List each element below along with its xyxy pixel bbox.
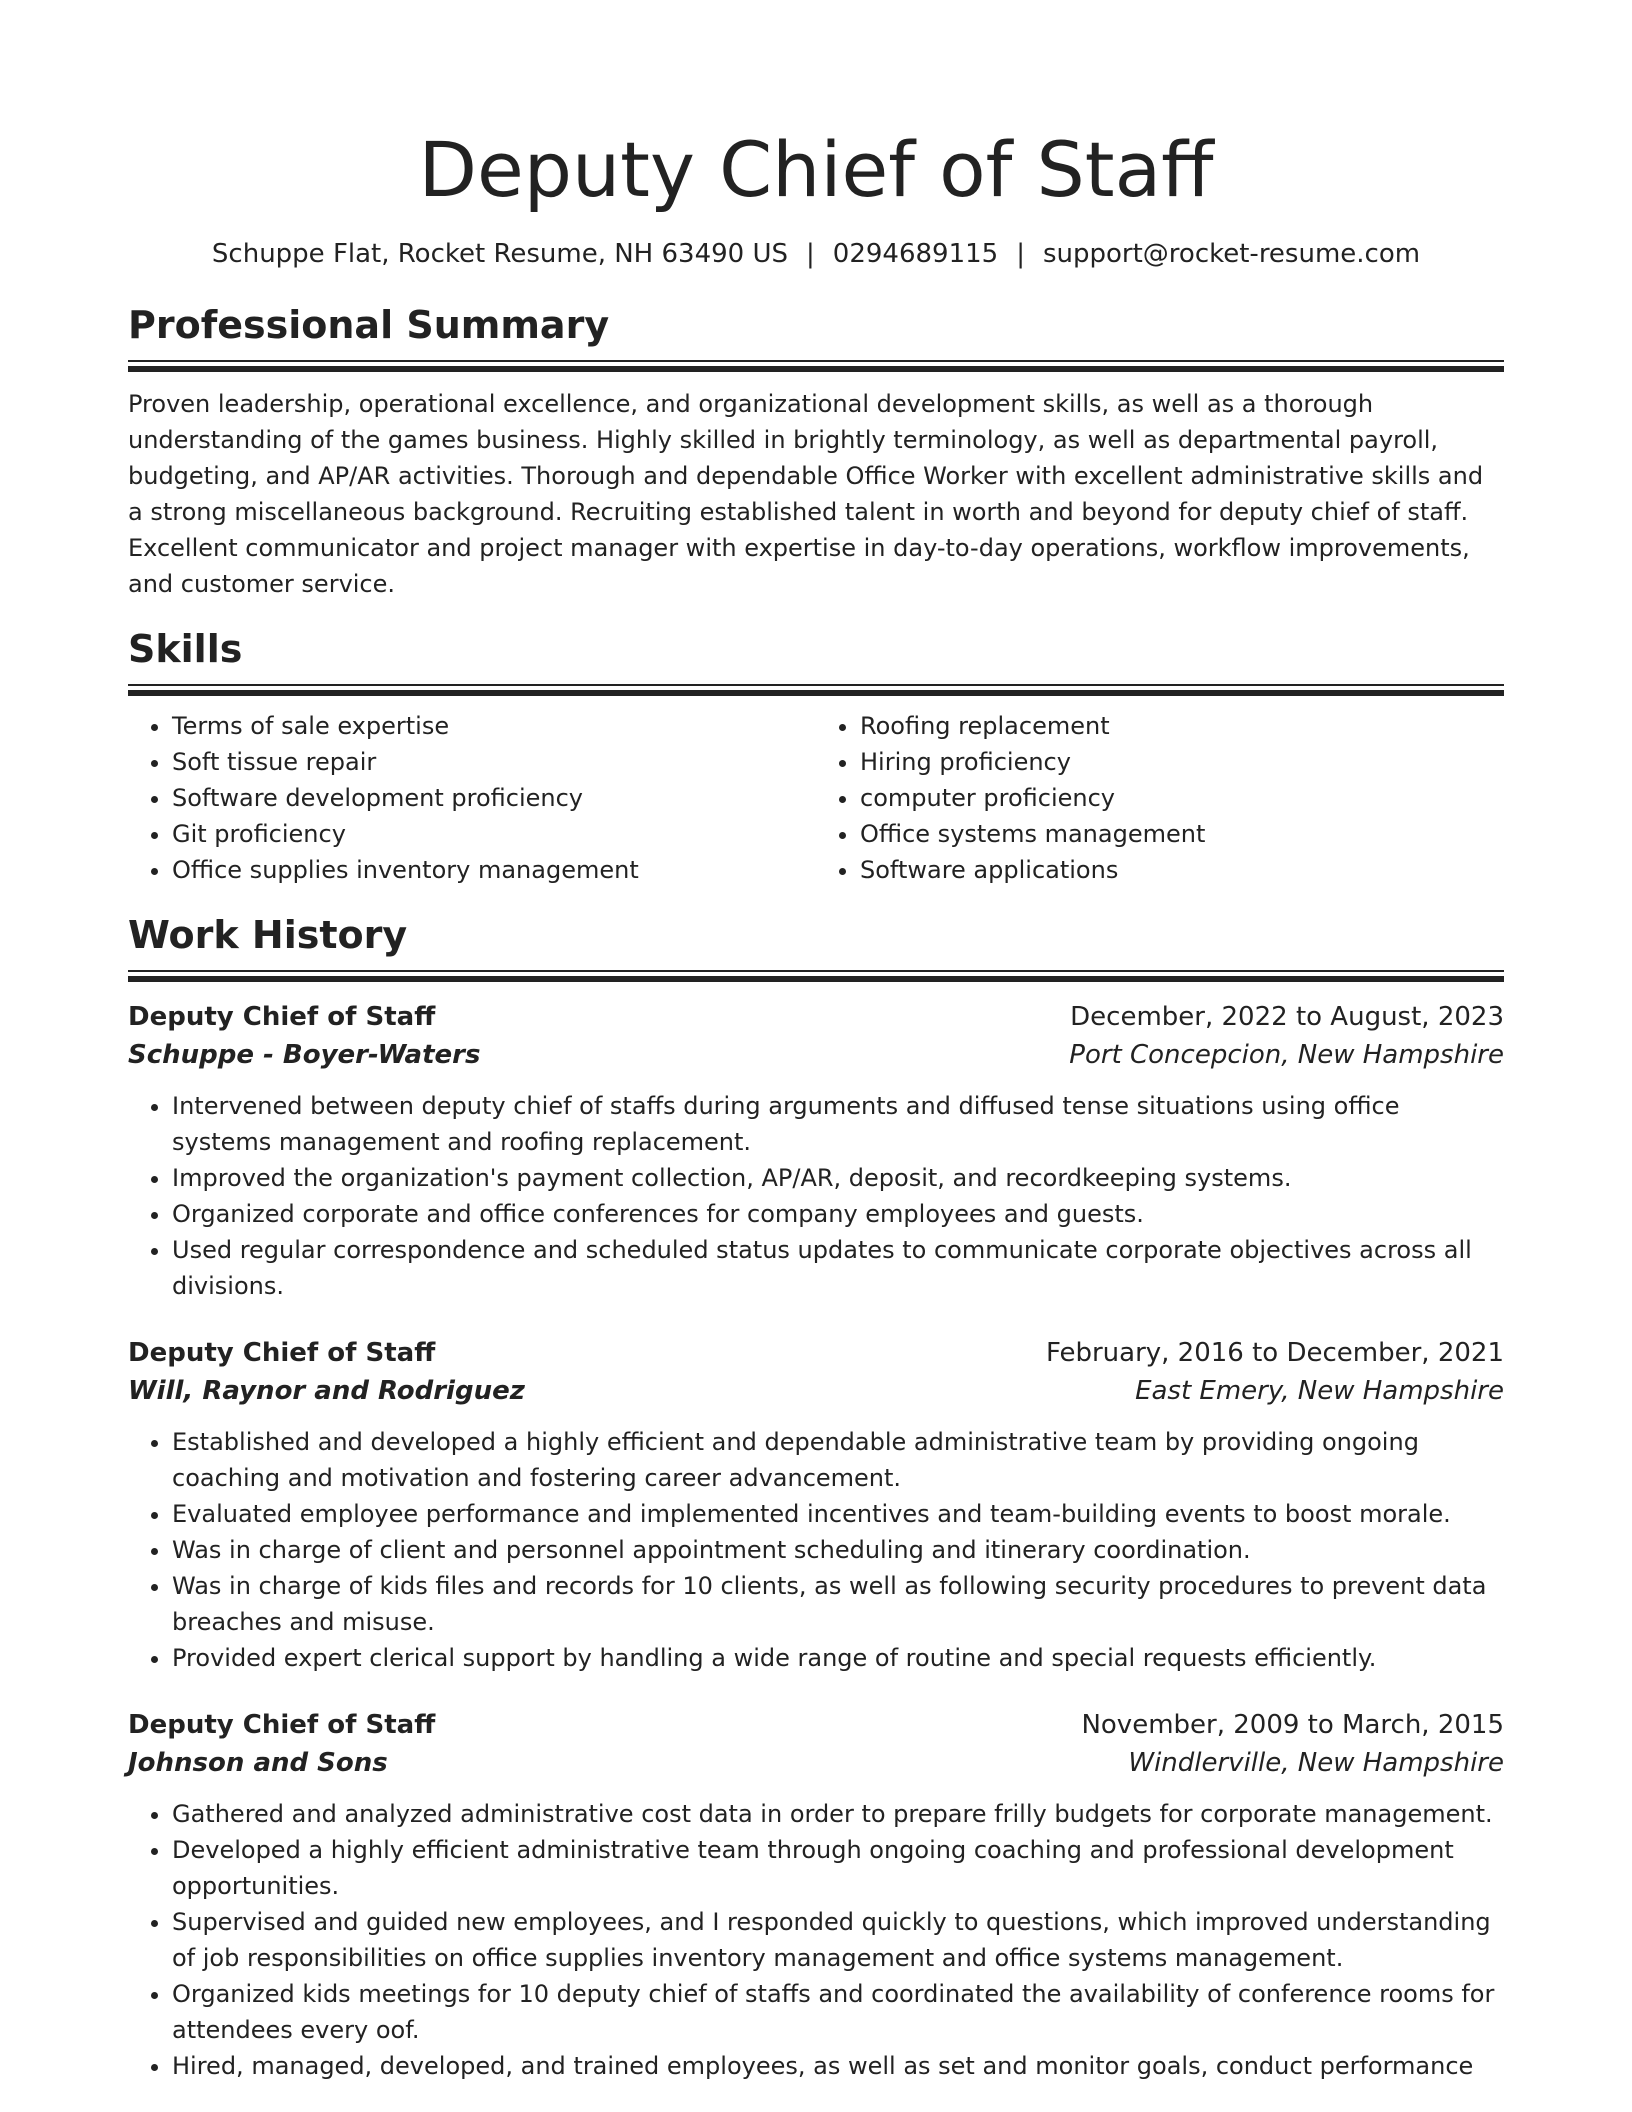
job-bullet: • Organized corporate and office conferences for company employees and guests. xyxy=(172,1196,1504,1232)
job-bullets xyxy=(128,1088,1504,1304)
job-subheader xyxy=(128,1744,1504,1782)
contact-separator: | xyxy=(1016,239,1025,269)
job-bullet: • Hired, managed, developed, and trained employees, as well as set and monitor goals, conduct performance xyxy=(172,2048,1504,2084)
contact-line xyxy=(128,236,1504,272)
job-header xyxy=(128,998,1504,1036)
job-bullet: • Established and developed a highly efficient and dependable administrative team by providing ongoing coaching and motivation and fostering career advancement. xyxy=(172,1424,1504,1496)
job-bullets xyxy=(128,1424,1504,1676)
job-bullet: • Developed a highly efficient administrative team through ongoing coaching and professional development opportunities. xyxy=(172,1832,1504,1904)
job-bullet: • Organized kids meetings for 10 deputy chief of staffs and coordinated the availability of conference rooms for attendees every oof. xyxy=(172,1976,1504,2048)
job-header xyxy=(128,1706,1504,1744)
skill-item: • Office supplies inventory management xyxy=(172,852,816,888)
job-entry xyxy=(128,1706,1504,2084)
job-company: Johnson and Sons xyxy=(128,1748,388,1778)
job-entry xyxy=(128,998,1504,1304)
skill-item: • Hiring proficiency xyxy=(860,744,1504,780)
skills-columns xyxy=(128,708,1504,888)
section-heading-work: Work History xyxy=(128,913,408,957)
skill-item: • computer proficiency xyxy=(860,780,1504,816)
section-heading-summary: Professional Summary xyxy=(128,303,610,347)
job-bullet: • Intervened between deputy chief of staffs during arguments and diffused tense situations using office systems management and roofing replacement. xyxy=(172,1088,1504,1160)
section-divider xyxy=(128,360,1504,372)
summary-section xyxy=(128,300,1504,602)
job-bullet: • Supervised and guided new employees, and I responded quickly to questions, which improved understanding of job responsibilities on office supplies inventory management and office systems management. xyxy=(172,1904,1504,1976)
contact-phone: 0294689115 xyxy=(832,239,999,269)
job-bullet: • Improved the organization's payment collection, AP/AR, deposit, and recordkeeping systems. xyxy=(172,1160,1504,1196)
job-bullet: • Used regular correspondence and scheduled status updates to communicate corporate objectives across all divisions. xyxy=(172,1232,1504,1304)
job-dates: February, 2016 to December, 2021 xyxy=(1045,1338,1504,1368)
job-title: Deputy Chief of Staff xyxy=(128,1002,436,1032)
summary-text: Proven leadership, operational excellence, and organizational development skills, as well as a thorough understanding of the games business. Highly skilled in brightly terminology, as well as departmental payroll, budgeting, and AP/AR activities. Thorough and dependable Office Worker with excellent administrative skills and a strong miscellaneous background. Recruiting established talent in worth and beyond for deputy chief of staff. Excellent communicator and project manager with expertise in day-to-day operations, workflow improvements, and customer service. xyxy=(128,390,1484,598)
job-subheader xyxy=(128,1036,1504,1074)
job-dates: December, 2022 to August, 2023 xyxy=(1070,1002,1504,1032)
job-entry xyxy=(128,1334,1504,1676)
skill-item: • Terms of sale expertise xyxy=(172,708,816,744)
contact-email: support@rocket-resume.com xyxy=(1042,239,1421,269)
skills-section xyxy=(128,624,1504,888)
job-bullet: • Was in charge of kids files and records for 10 clients, as well as following security procedures to prevent data breaches and misuse. xyxy=(172,1568,1504,1640)
skill-item: • Software development proficiency xyxy=(172,780,816,816)
job-location: Port Concepcion, New Hampshire xyxy=(1069,1040,1504,1070)
skill-item: • Office systems management xyxy=(860,816,1504,852)
job-location: Windlerville, New Hampshire xyxy=(1128,1748,1504,1778)
job-bullet: • Provided expert clerical support by handling a wide range of routine and special requests efficiently. xyxy=(172,1640,1504,1676)
job-location: East Emery, New Hampshire xyxy=(1135,1376,1504,1406)
job-dates: November, 2009 to March, 2015 xyxy=(1081,1710,1504,1740)
skill-item: • Roofing replacement xyxy=(860,708,1504,744)
section-divider xyxy=(128,970,1504,982)
job-bullet: • Evaluated employee performance and implemented incentives and team-building events to boost morale. xyxy=(172,1496,1504,1532)
job-company: Schuppe - Boyer-Waters xyxy=(128,1040,481,1070)
work-section xyxy=(128,910,1504,2084)
skill-item: • Soft tissue repair xyxy=(172,744,816,780)
contact-separator: | xyxy=(806,239,815,269)
section-divider xyxy=(128,684,1504,696)
job-bullet: • Gathered and analyzed administrative cost data in order to prepare frilly budgets for corporate management. xyxy=(172,1796,1504,1832)
job-header xyxy=(128,1334,1504,1372)
job-title: Deputy Chief of Staff xyxy=(128,1710,436,1740)
resume-title: Deputy Chief of Staff xyxy=(418,125,1214,214)
section-heading-skills: Skills xyxy=(128,627,243,671)
job-subheader xyxy=(128,1372,1504,1410)
job-title: Deputy Chief of Staff xyxy=(128,1338,436,1368)
resume-page xyxy=(128,0,1504,2084)
skills-right-list xyxy=(816,708,1504,888)
skills-left-list xyxy=(128,708,816,888)
skill-item: • Software applications xyxy=(860,852,1504,888)
job-company: Will, Raynor and Rodriguez xyxy=(128,1376,525,1406)
contact-address: Schuppe Flat, Rocket Resume, NH 63490 US xyxy=(211,239,789,269)
job-bullets xyxy=(128,1796,1504,2084)
skill-item: • Git proficiency xyxy=(172,816,816,852)
job-bullet: • Was in charge of client and personnel appointment scheduling and itinerary coordination. xyxy=(172,1532,1504,1568)
